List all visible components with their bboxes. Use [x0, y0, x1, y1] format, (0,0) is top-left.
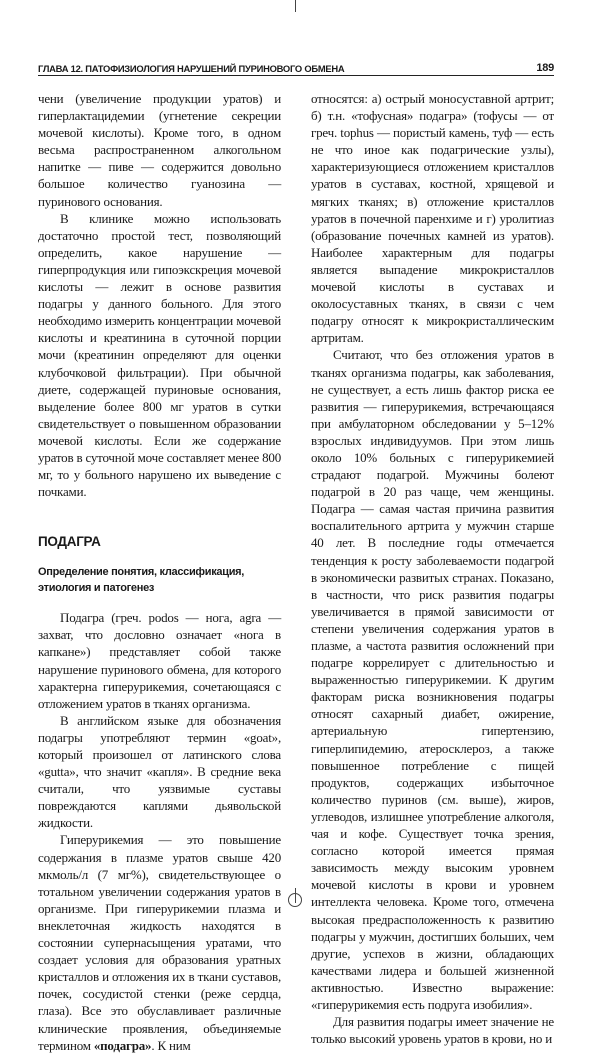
page-number: 189: [536, 62, 554, 74]
paragraph: В английском языке для обозначения подагры употребляют термин «goat», который произошел от латинского слова «gutta», что значит «капля». В средние века считали, что уязвимые суставы повреждаются каплями дьявольской жидкости.: [38, 712, 281, 831]
registration-mark: [288, 893, 302, 907]
running-header: [38, 56, 554, 74]
right-column: [311, 90, 554, 1047]
section-heading: ПОДАГРА: [38, 534, 101, 550]
paragraph: В клинике можно использовать достаточно простой тест, позволяющий определить, какое нарушение — гиперпродукция или гипоэкскреция мочевой кислоты — лежит в основе развития подагры у данного больного. Для этого необходимо измерить концентрации мочевой кислоты и креатинина в суточной порции мочи (креатинин определяют для оценки клубочковой фильтрации). При обычной диете, содержащей пуриновые основания, выделение более 800 мг уратов в сутки свидетельствует о повышенном образовании мочевой кислоты. Если же содержание уратов в суточной моче составляет менее 800 мг, то у больного нарушено их выведение с почками.: [38, 210, 281, 500]
paragraph: чени (увеличение продукции уратов) и гиперлактацидемии (угнетение секреции мочевой кислоты). Кроме того, в одном весьма распространенном алкогольном напитке — пиве — содержится довольно большое количество гуанозина — пуринового основания.: [38, 91, 281, 209]
crop-mark-top: [295, 0, 296, 12]
bold-term: «подагра»: [93, 1037, 152, 1053]
subsection-heading: Определение понятия, классификация, этиология и патогенез: [38, 566, 245, 595]
paragraph: относятся: а) острый моносуставной артрит; б) т.н. «тофусная» подагра» (тофусы — от греч. tophus — пористый камень, туф — есть не что иное как подагрические узлы), характеризующиеся отложением кристаллов уратов в суставах, костной, хрящевой и мягких тканях; в) отложение кристаллов уратов в почечной паренхиме и г) уролитиаз (образование почечных камней из уратов). Наиболее характерным для подагры является выпадение микрокристаллов мочевой кислоты в суставах и околосуставных тканях, в связи с чем подагру относят к микрокристаллическим артритам.: [311, 91, 554, 346]
paragraph-text: . К ним: [151, 1037, 191, 1053]
paragraph: Подагра (греч. podos — нога, agra — захват, что дословно означает «нога в капкане») представляет собой также нарушение пуринового обмена, для которого характерна гиперурикемия, сочетающаяся с отложением уратов в тканях организма.: [38, 610, 281, 711]
left-column: [38, 90, 281, 1054]
paragraph-text: Гиперурикемия — это повышение содержания в плазме уратов свыше 420 мкмоль/л (7 мг%), свидетельствующее о тотальном увеличении содержания уратов в организме. При гиперурикемии плазма и внеклеточная жидкость находятся в состоянии супернасыщения уратами, что создает условия для образования уратных кристаллов и отложения их в ткани суставов, почек, сосудистой стенки (реже сердца, глаза). Все это обуславливает различные клинические проявления, объединяемые термином: [38, 832, 281, 1053]
paragraph: [38, 831, 281, 1053]
paragraph: Для развития подагры имеет значение не только высокий уровень уратов в крови, но и: [311, 1014, 554, 1047]
paragraph: Считают, что без отложения уратов в тканях организма подагры, как заболевания, не существует, а есть лишь фактор риска ее развития — гиперурикемия, встречающаяся при амбулаторном обследовании у 5–12% взрослых индивидуумов. При этом лишь около 10% больных с гиперурикемией страдают подагрой. Мужчины болеют подагрой в 20 раз чаще, чем женщины. Подагра — самая частая причина развития воспалительного артрита у мужчин старше 40 лет. В последние годы отмечается тенденция к росту заболеваемости подагрой в экономически развитых странах. Показано, в частности, что риск развития подагры увеличивается в прямой зависимости от степени увеличения содержания уратов в плазме, а частота развития осложнений при подагре коррелирует с длительностью и выраженностью гиперурикемии. К другим факторам риска возникновения подагры относят сахарный диабет, ожирение, артериальную гипертензию, гиперлипидемию, атеросклероз, а также повышенное потребление с пищей продуктов, содержащих избыточное количество пуринов (см. выше), жиров, углеводов, излишнее употребление алкоголя, чая и кофе. Существует точка зрения, согласно которой имеется прямая зависимость между высоким уровнем мочевой кислоты в крови и уровнем интеллекта человека. Кроме того, отмечена высокая предрасположенность к развитию подагры у мужчин, достигших больших, чем другие, успехов в жизни, обладающих качествами лидера и большей жизненной активностью. Известно выражение: «гиперурикемия есть подруга изобилия».: [311, 347, 554, 1012]
chapter-title: ГЛАВА 12. ПАТОФИЗИОЛОГИЯ НАРУШЕНИЙ ПУРИНОВОГО ОБМЕНА: [38, 63, 345, 74]
header-rule: [38, 75, 554, 76]
